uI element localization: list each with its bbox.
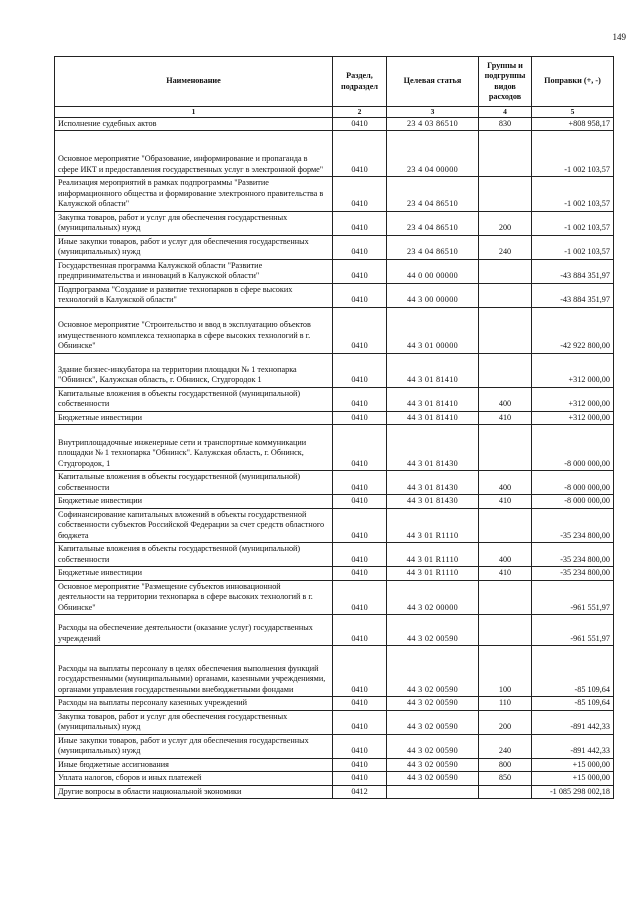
- row-amount: -35 234 800,00: [532, 543, 614, 567]
- row-amount: -1 002 103,57: [532, 235, 614, 259]
- row-section: 0410: [333, 758, 387, 772]
- row-target-article: 23 4 03 86510: [387, 117, 479, 131]
- row-target-article: 44 3 01 81410: [387, 353, 479, 387]
- row-name: Иные закупки товаров, работ и услуг для обеспечения государственных (муниципальных) нужд: [55, 235, 333, 259]
- row-target-article: 44 3 02 00590: [387, 710, 479, 734]
- row-name: Подпрограмма "Создание и развитие технопарков в сфере высоких технологий в Калужской области": [55, 283, 333, 307]
- row-name: Исполнение судебных актов: [55, 117, 333, 131]
- table-header-row: [55, 57, 614, 107]
- row-name: Капитальные вложения в объекты государственной (муниципальной) собственности: [55, 543, 333, 567]
- row-amount: -1 002 103,57: [532, 211, 614, 235]
- row-expense-group: 240: [479, 734, 532, 758]
- row-expense-group: 240: [479, 235, 532, 259]
- row-section: 0410: [333, 425, 387, 471]
- row-section: 0410: [333, 283, 387, 307]
- row-expense-group: 400: [479, 543, 532, 567]
- row-expense-group: [479, 785, 532, 799]
- row-section: 0410: [333, 734, 387, 758]
- row-amount: +312 000,00: [532, 387, 614, 411]
- table-row: [55, 425, 614, 471]
- row-amount: -42 922 800,00: [532, 307, 614, 353]
- row-expense-group: 400: [479, 387, 532, 411]
- row-expense-group: [479, 259, 532, 283]
- row-amount: -35 234 800,00: [532, 508, 614, 543]
- table-row: [55, 411, 614, 425]
- row-name: Капитальные вложения в объекты государственной (муниципальной) собственности: [55, 471, 333, 495]
- table-row: [55, 785, 614, 799]
- page-number: 149: [612, 32, 626, 42]
- row-target-article: 23 4 04 86510: [387, 211, 479, 235]
- row-amount: -961 551,97: [532, 615, 614, 646]
- row-name: Реализация мероприятий в рамках подпрограммы "Развитие информационного общества и формирование электронного правительства в Калужской области": [55, 177, 333, 212]
- row-amount: -8 000 000,00: [532, 495, 614, 509]
- table-body: [55, 117, 614, 799]
- row-section: 0410: [333, 567, 387, 581]
- row-expense-group: 200: [479, 710, 532, 734]
- row-name: Бюджетные инвестиции: [55, 567, 333, 581]
- table-row: [55, 508, 614, 543]
- table-row: [55, 495, 614, 509]
- row-target-article: 44 3 02 00590: [387, 646, 479, 697]
- row-target-article: 44 3 02 00590: [387, 615, 479, 646]
- row-name: Другие вопросы в области национальной экономики: [55, 785, 333, 799]
- row-target-article: 44 3 01 81410: [387, 411, 479, 425]
- table-row: [55, 734, 614, 758]
- row-name: Государственная программа Калужской области "Развитие предпринимательства и инноваций в Калужской области": [55, 259, 333, 283]
- table-row: [55, 710, 614, 734]
- table-row: [55, 471, 614, 495]
- row-name: Расходы на выплаты персоналу казенных учреждений: [55, 697, 333, 711]
- table-row: [55, 697, 614, 711]
- row-expense-group: 410: [479, 567, 532, 581]
- row-expense-group: 800: [479, 758, 532, 772]
- row-section: 0410: [333, 117, 387, 131]
- row-amount: -1 002 103,57: [532, 177, 614, 212]
- row-target-article: 23 4 04 86510: [387, 235, 479, 259]
- row-target-article: 44 0 00 00000: [387, 259, 479, 283]
- row-name: Закупка товаров, работ и услуг для обеспечения государственных (муниципальных) нужд: [55, 211, 333, 235]
- row-section: 0410: [333, 235, 387, 259]
- row-amount: -8 000 000,00: [532, 425, 614, 471]
- row-target-article: 44 3 01 81430: [387, 425, 479, 471]
- table-row: [55, 567, 614, 581]
- row-expense-group: [479, 283, 532, 307]
- row-target-article: 44 3 02 00590: [387, 772, 479, 786]
- row-name: Бюджетные инвестиции: [55, 495, 333, 509]
- row-amount: -35 234 800,00: [532, 567, 614, 581]
- row-name: Иные закупки товаров, работ и услуг для обеспечения государственных (муниципальных) нужд: [55, 734, 333, 758]
- column-number: 4: [479, 107, 532, 118]
- row-target-article: 44 3 01 81410: [387, 387, 479, 411]
- row-amount: -85 109,64: [532, 697, 614, 711]
- table-row: [55, 758, 614, 772]
- row-target-article: 44 3 01 00000: [387, 307, 479, 353]
- column-number: 1: [55, 107, 333, 118]
- header-target: Целевая статья: [387, 57, 479, 107]
- row-amount: -43 884 351,97: [532, 283, 614, 307]
- header-expense: Группы и подгруппы видов расходов: [479, 57, 532, 107]
- row-expense-group: [479, 425, 532, 471]
- row-expense-group: [479, 307, 532, 353]
- row-name: Расходы на выплаты персоналу в целях обеспечения выполнения функций государственными (муниципальными) органами, казенными учреждениями, органами управления государственными внебюджетными фондами: [55, 646, 333, 697]
- row-expense-group: [479, 131, 532, 177]
- row-section: 0410: [333, 508, 387, 543]
- table-row: [55, 543, 614, 567]
- row-section: 0410: [333, 307, 387, 353]
- row-expense-group: [479, 353, 532, 387]
- row-section: 0410: [333, 615, 387, 646]
- row-amount: -8 000 000,00: [532, 471, 614, 495]
- row-expense-group: 400: [479, 471, 532, 495]
- row-section: 0410: [333, 646, 387, 697]
- row-name: Здание бизнес-инкубатора на территории площадки № 1 технопарка "Обнинск", Калужская область, г. Обнинск, Студгородок 1: [55, 353, 333, 387]
- row-expense-group: 100: [479, 646, 532, 697]
- row-amount: +808 958,17: [532, 117, 614, 131]
- table-row: [55, 646, 614, 697]
- column-number-row: [55, 107, 614, 118]
- row-target-article: 44 3 02 00590: [387, 734, 479, 758]
- row-expense-group: [479, 580, 532, 615]
- row-expense-group: 410: [479, 411, 532, 425]
- row-target-article: 44 3 01 81430: [387, 471, 479, 495]
- row-section: 0410: [333, 471, 387, 495]
- row-target-article: 44 3 01 R1110: [387, 567, 479, 581]
- row-expense-group: 410: [479, 495, 532, 509]
- table-row: [55, 283, 614, 307]
- row-amount: -85 109,64: [532, 646, 614, 697]
- row-expense-group: 850: [479, 772, 532, 786]
- row-expense-group: [479, 508, 532, 543]
- row-target-article: 44 3 01 R1110: [387, 508, 479, 543]
- column-number: 3: [387, 107, 479, 118]
- row-name: Основное мероприятие "Образование, информирование и пропаганда в сфере ИКТ и предоставления государственных услуг в электронной форме": [55, 131, 333, 177]
- row-section: 0410: [333, 411, 387, 425]
- table-row: [55, 211, 614, 235]
- table-row: [55, 615, 614, 646]
- row-section: 0410: [333, 131, 387, 177]
- row-expense-group: [479, 177, 532, 212]
- header-section: Раздел, подраздел: [333, 57, 387, 107]
- row-name: Закупка товаров, работ и услуг для обеспечения государственных (муниципальных) нужд: [55, 710, 333, 734]
- row-name: Софинансирование капитальных вложений в объекты государственной собственности субъектов Российской Федерации за счет средств областного бюджета: [55, 508, 333, 543]
- row-target-article: 44 3 02 00590: [387, 697, 479, 711]
- row-section: 0410: [333, 495, 387, 509]
- row-section: 0412: [333, 785, 387, 799]
- row-section: 0410: [333, 580, 387, 615]
- column-number: 2: [333, 107, 387, 118]
- row-target-article: [387, 785, 479, 799]
- row-amount: -891 442,33: [532, 710, 614, 734]
- row-section: 0410: [333, 710, 387, 734]
- row-name: Бюджетные инвестиции: [55, 411, 333, 425]
- row-expense-group: 110: [479, 697, 532, 711]
- table-row: [55, 307, 614, 353]
- row-expense-group: [479, 615, 532, 646]
- row-target-article: 44 3 01 81430: [387, 495, 479, 509]
- row-amount: -1 002 103,57: [532, 131, 614, 177]
- row-amount: +312 000,00: [532, 353, 614, 387]
- row-name: Капитальные вложения в объекты государственной (муниципальной) собственности: [55, 387, 333, 411]
- table-row: [55, 117, 614, 131]
- row-amount: -961 551,97: [532, 580, 614, 615]
- table-row: [55, 353, 614, 387]
- row-section: 0410: [333, 772, 387, 786]
- row-amount: +312 000,00: [532, 411, 614, 425]
- header-name: Наименование: [55, 57, 333, 107]
- row-amount: -891 442,33: [532, 734, 614, 758]
- column-number: 5: [532, 107, 614, 118]
- row-target-article: 44 3 01 R1110: [387, 543, 479, 567]
- row-section: 0410: [333, 353, 387, 387]
- row-target-article: 44 3 02 00000: [387, 580, 479, 615]
- row-name: Иные бюджетные ассигнования: [55, 758, 333, 772]
- table-row: [55, 580, 614, 615]
- row-section: 0410: [333, 211, 387, 235]
- row-amount: +15 000,00: [532, 772, 614, 786]
- row-expense-group: 200: [479, 211, 532, 235]
- row-name: Уплата налогов, сборов и иных платежей: [55, 772, 333, 786]
- header-amount: Поправки (+, -): [532, 57, 614, 107]
- table-row: [55, 235, 614, 259]
- row-section: 0410: [333, 387, 387, 411]
- table-row: [55, 131, 614, 177]
- row-target-article: 23 4 04 86510: [387, 177, 479, 212]
- table-row: [55, 259, 614, 283]
- table-row: [55, 177, 614, 212]
- row-section: 0410: [333, 697, 387, 711]
- row-name: Расходы на обеспечение деятельности (оказание услуг) государственных учреждений: [55, 615, 333, 646]
- row-target-article: 44 3 02 00590: [387, 758, 479, 772]
- row-expense-group: 830: [479, 117, 532, 131]
- row-section: 0410: [333, 259, 387, 283]
- table-row: [55, 387, 614, 411]
- row-name: Внутриплощадочные инженерные сети и транспортные коммуникации площадки № 1 технопарка "Обнинск". Калужская область, г. Обнинск, Студгородок, 1: [55, 425, 333, 471]
- row-section: 0410: [333, 177, 387, 212]
- row-amount: -43 884 351,97: [532, 259, 614, 283]
- budget-amendments-table: [54, 56, 614, 799]
- row-target-article: 23 4 04 00000: [387, 131, 479, 177]
- row-target-article: 44 3 00 00000: [387, 283, 479, 307]
- row-amount: -1 085 298 002,18: [532, 785, 614, 799]
- row-section: 0410: [333, 543, 387, 567]
- row-name: Основное мероприятие "Строительство и ввод в эксплуатацию объектов имущественного комплекса технопарка в сфере высоких технологий в г. Обнинске": [55, 307, 333, 353]
- row-name: Основное мероприятие "Размещение субъектов инновационной деятельности на территории технопарка в сфере высоких технологий в г. Обнинске": [55, 580, 333, 615]
- row-amount: +15 000,00: [532, 758, 614, 772]
- table-row: [55, 772, 614, 786]
